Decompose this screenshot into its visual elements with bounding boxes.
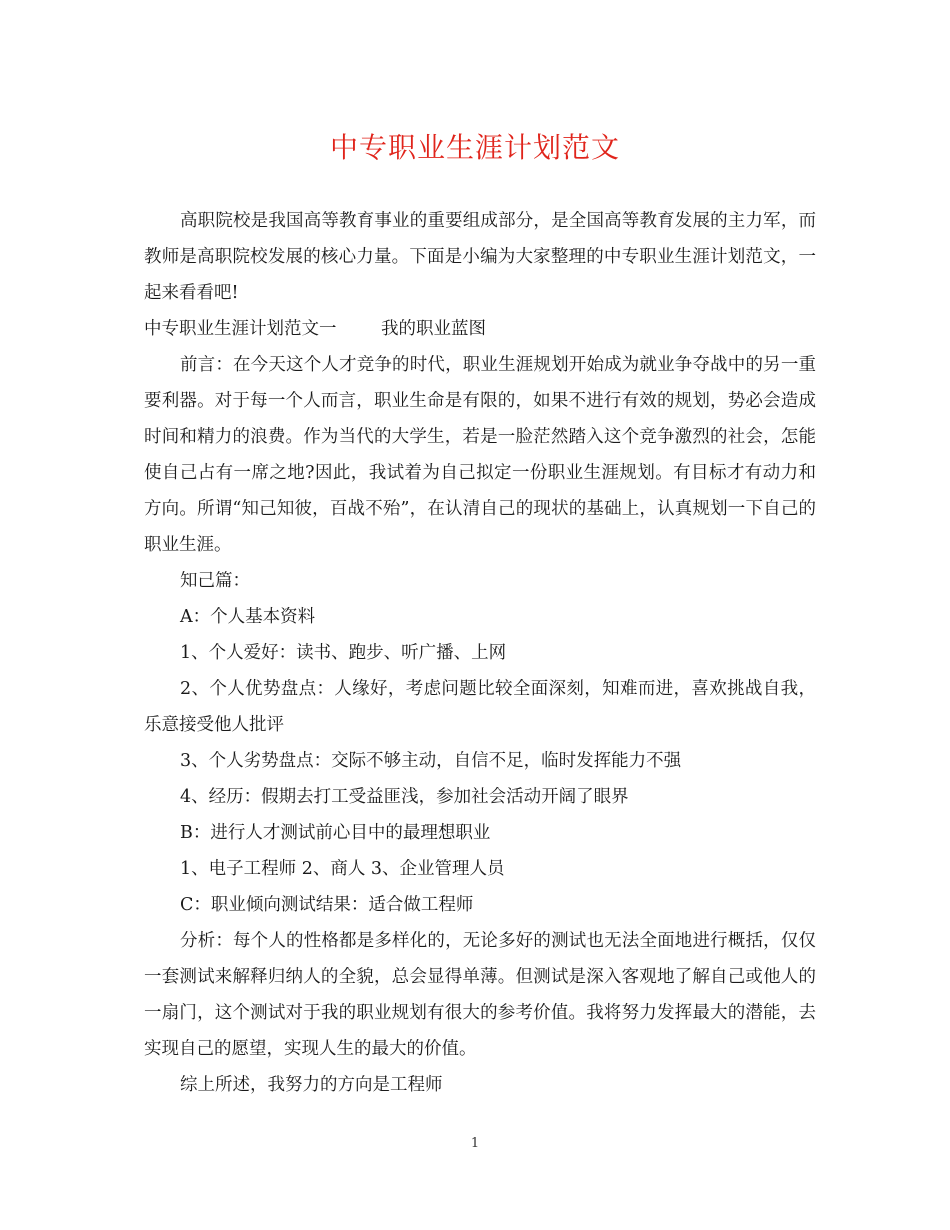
document-title: 中专职业生涯计划范文 [329, 131, 620, 164]
analysis-paragraph: 分析：每个人的性格都是多样化的，无论多好的测试也无法全面地进行概括，仅仅一套测试来解释归纳人的全貌，总会显得单薄。但测试是深入客观地了解自己或他人的一扇门，这个测试对于我的职业规划有很大的参考价值。我将努力发挥最大的潜能，去实现自己的愿望，实现人生的最大的价值。 [144, 931, 816, 1059]
page-number: 1 [470, 1136, 480, 1151]
section-a-heading: A：个人基本资料 [180, 607, 316, 627]
weaknesses-item: 3、个人劣势盘点：交际不够主动，自信不足，临时发挥能力不强 [180, 751, 682, 771]
section-heading: 中专职业生涯计划范文一 我的职业蓝图 [144, 319, 487, 339]
know-self-heading: 知己篇： [180, 571, 250, 591]
intro-paragraph: 高职院校是我国高等教育事业的重要组成部分，是全国高等教育发展的主力军，而教师是高职院校发展的核心力量。下面是小编为大家整理的中专职业生涯计划范文，一起来看看吧! [144, 211, 816, 303]
hobbies-item: 1、个人爱好：读书、跑步、听广播、上网 [180, 643, 507, 663]
section-c-heading: C：职业倾向测试结果：适合做工程师 [180, 895, 474, 915]
preface-paragraph: 前言：在今天这个人才竞争的时代，职业生涯规划开始成为就业争夺战中的另一重要利器。对于每一个人而言，职业生命是有限的，如果不进行有效的规划，势必会造成时间和精力的浪费。作为当代的大学生，若是一脸茫然踏入这个竞争激烈的社会，怎能使自己占有一席之地?因此，我试着为自己拟定一份职业生涯规划。有目标才有动力和方向。所谓“知己知彼，百战不殆”，在认清自己的现状的基础上，认真规划一下自己的职业生涯。 [144, 355, 816, 555]
experience-item: 4、经历：假期去打工受益匪浅，参加社会活动开阔了眼界 [180, 787, 629, 807]
conclusion-paragraph: 综上所述，我努力的方向是工程师 [180, 1075, 443, 1095]
ideal-jobs-item: 1、电子工程师 2、商人 3、企业管理人员 [180, 859, 505, 879]
strengths-item: 2、个人优势盘点：人缘好，考虑问题比较全面深刻，知难而进，喜欢挑战自我，乐意接受他人批评 [144, 679, 816, 735]
section-b-heading: B：进行人才测试前心目中的最理想职业 [180, 823, 491, 843]
document-body [144, 203, 816, 1103]
